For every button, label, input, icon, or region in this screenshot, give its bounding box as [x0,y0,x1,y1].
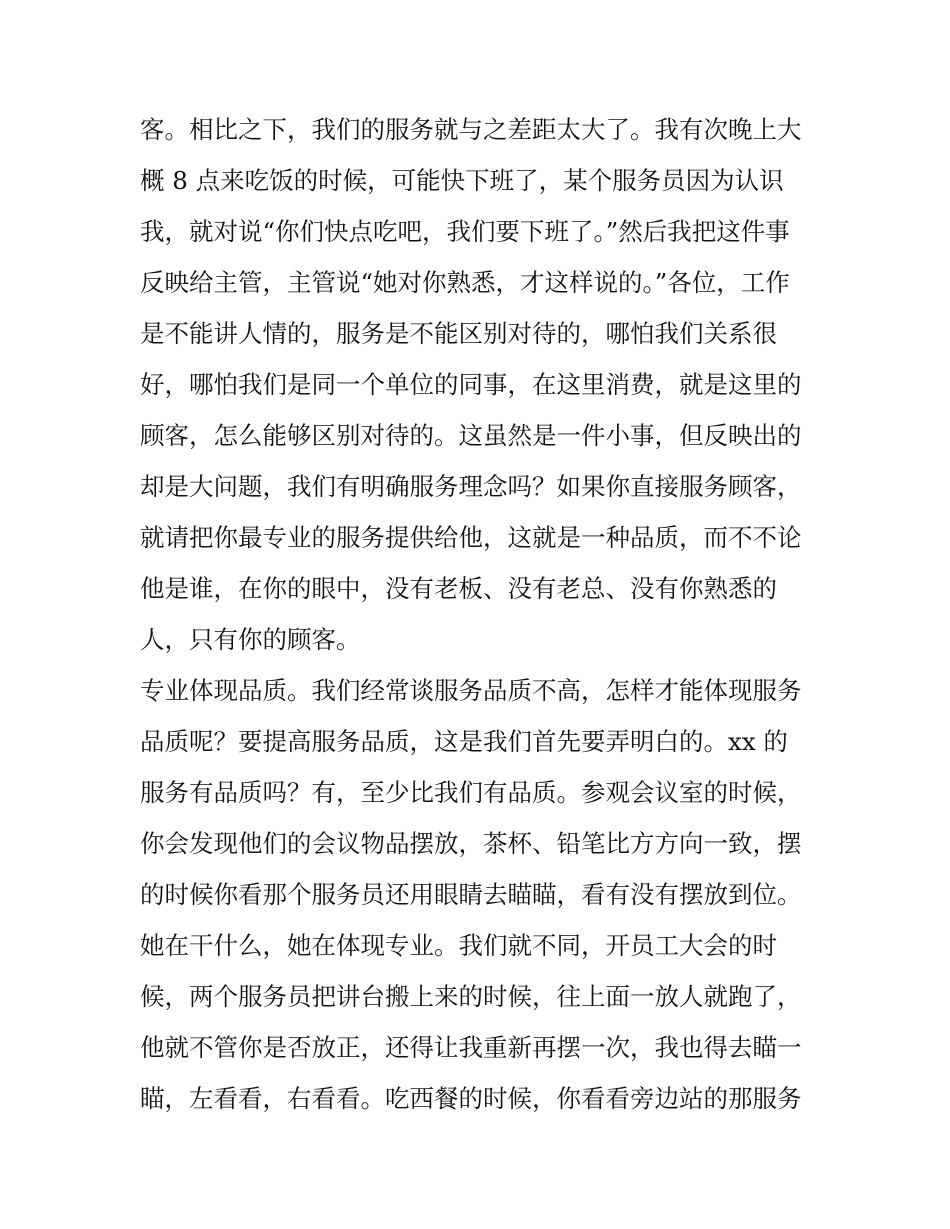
text-line: 他是谁，在你的眼中，没有老板、没有老总、没有你熟悉的 [140,574,777,603]
text-line: 你会发现他们的会议物品摆放，茶杯、铅笔比方方向一致，摆 [140,829,802,858]
text-line: 我，就对说“你们快点吃吧，我们要下班了。”然后我把这件事 [140,217,790,246]
text-line: 品质呢？要提高服务品质，这是我们首先要弄明白的。xx 的 [140,727,788,756]
text-line: 却是大问题，我们有明确服务理念吗？如果你直接服务顾客， [140,472,802,501]
text-line: 的时候你看那个服务员还用眼睛去瞄瞄，看有没有摆放到位。 [140,880,802,909]
text-line: 是不能讲人情的，服务是不能区别对待的，哪怕我们关系很 [140,319,777,348]
text-line: 他就不管你是否放正，还得让我重新再摆一次，我也得去瞄一 [140,1033,802,1062]
text-line: 就请把你最专业的服务提供给他，这就是一种品质，而不不论 [140,523,802,552]
text-line: 她在干什么，她在体现专业。我们就不同，开员工大会的时 [140,931,777,960]
text-line: 服务有品质吗？有，至少比我们有品质。参观会议室的时候， [140,778,802,807]
text-line: 好，哪怕我们是同一个单位的同事，在这里消费，就是这里的 [140,370,802,399]
document-body [140,104,820,1124]
text-line: 人，只有你的顾客。 [140,625,361,654]
text-line: 客。相比之下，我们的服务就与之差距太大了。我有次晚上大 [140,115,802,144]
text-line: 反映给主管，主管说“她对你熟悉，才这样说的。”各位，工作 [140,268,790,297]
text-line: 瞄，左看看，右看看。吃西餐的时候，你看看旁边站的那服务 [140,1084,802,1113]
text-line: 候，两个服务员把讲台搬上来的时候，往上面一放人就跑了， [140,982,802,1011]
text-line: 概 8 点来吃饭的时候，可能快下班了，某个服务员因为认识 [140,166,784,195]
text-line: 顾客，怎么能够区别对待的。这虽然是一件小事，但反映出的 [140,421,802,450]
text-line: 专业体现品质。我们经常谈服务品质不高，怎样才能体现服务 [140,676,802,705]
